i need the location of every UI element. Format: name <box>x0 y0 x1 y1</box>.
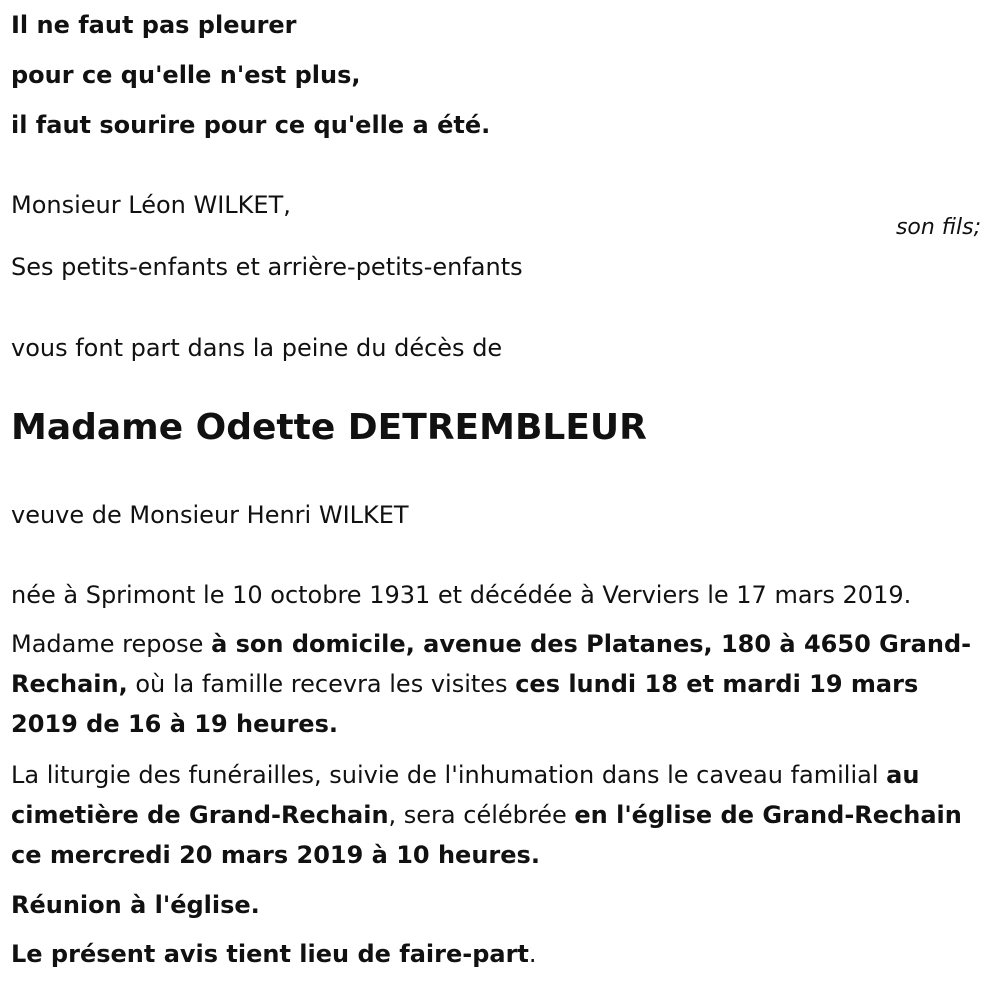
liturgy-cemetery: au cimetière de Grand-Rechain <box>11 761 920 829</box>
liturgy-paragraph <box>11 755 989 875</box>
liturgy-text-2: , sera célébrée <box>388 801 575 829</box>
birth-death-dates: née à Sprimont le 10 octobre 1931 et décédée à Verviers le 17 mars 2019. <box>11 581 912 609</box>
quote-line-2: pour ce qu'elle n'est plus, <box>11 61 361 89</box>
widow-of: veuve de Monsieur Henri WILKET <box>11 501 409 529</box>
family-son: Monsieur Léon WILKET, <box>11 191 291 219</box>
liturgy-text-1: La liturgie des funérailles, suivie de l'inhumation dans le caveau familial <box>11 761 887 789</box>
repose-paragraph <box>11 624 989 744</box>
repose-visiting-times: ces lundi 18 et mardi 19 mars 2019 de 16 à 19 heures. <box>11 670 919 738</box>
family-son-role: son fils; <box>895 215 981 240</box>
repose-address: à son domicile, avenue des Platanes, 180 à 4650 Grand-Rechain, <box>11 630 972 698</box>
family-grandchildren: Ses petits-enfants et arrière-petits-enfants <box>11 253 523 281</box>
notice-period: . <box>528 940 537 968</box>
meeting-note: Réunion à l'église. <box>11 891 260 919</box>
quote-line-3: il faut sourire pour ce qu'elle a été. <box>11 111 491 139</box>
notice-text: Le présent avis tient lieu de faire-part <box>11 940 529 968</box>
deceased-name: Madame Odette DETREMBLEUR <box>11 407 647 448</box>
repose-text-1: Madame repose <box>11 630 212 658</box>
repose-text-2: où la famille recevra les visites <box>127 670 516 698</box>
liturgy-church-time: en l'église de Grand-Rechain ce mercredi 20 mars 2019 à 10 heures. <box>11 801 962 869</box>
quote-line-1: Il ne faut pas pleurer <box>11 11 297 39</box>
notice-line <box>11 939 537 969</box>
announcement-text: vous font part dans la peine du décès de <box>11 334 503 362</box>
